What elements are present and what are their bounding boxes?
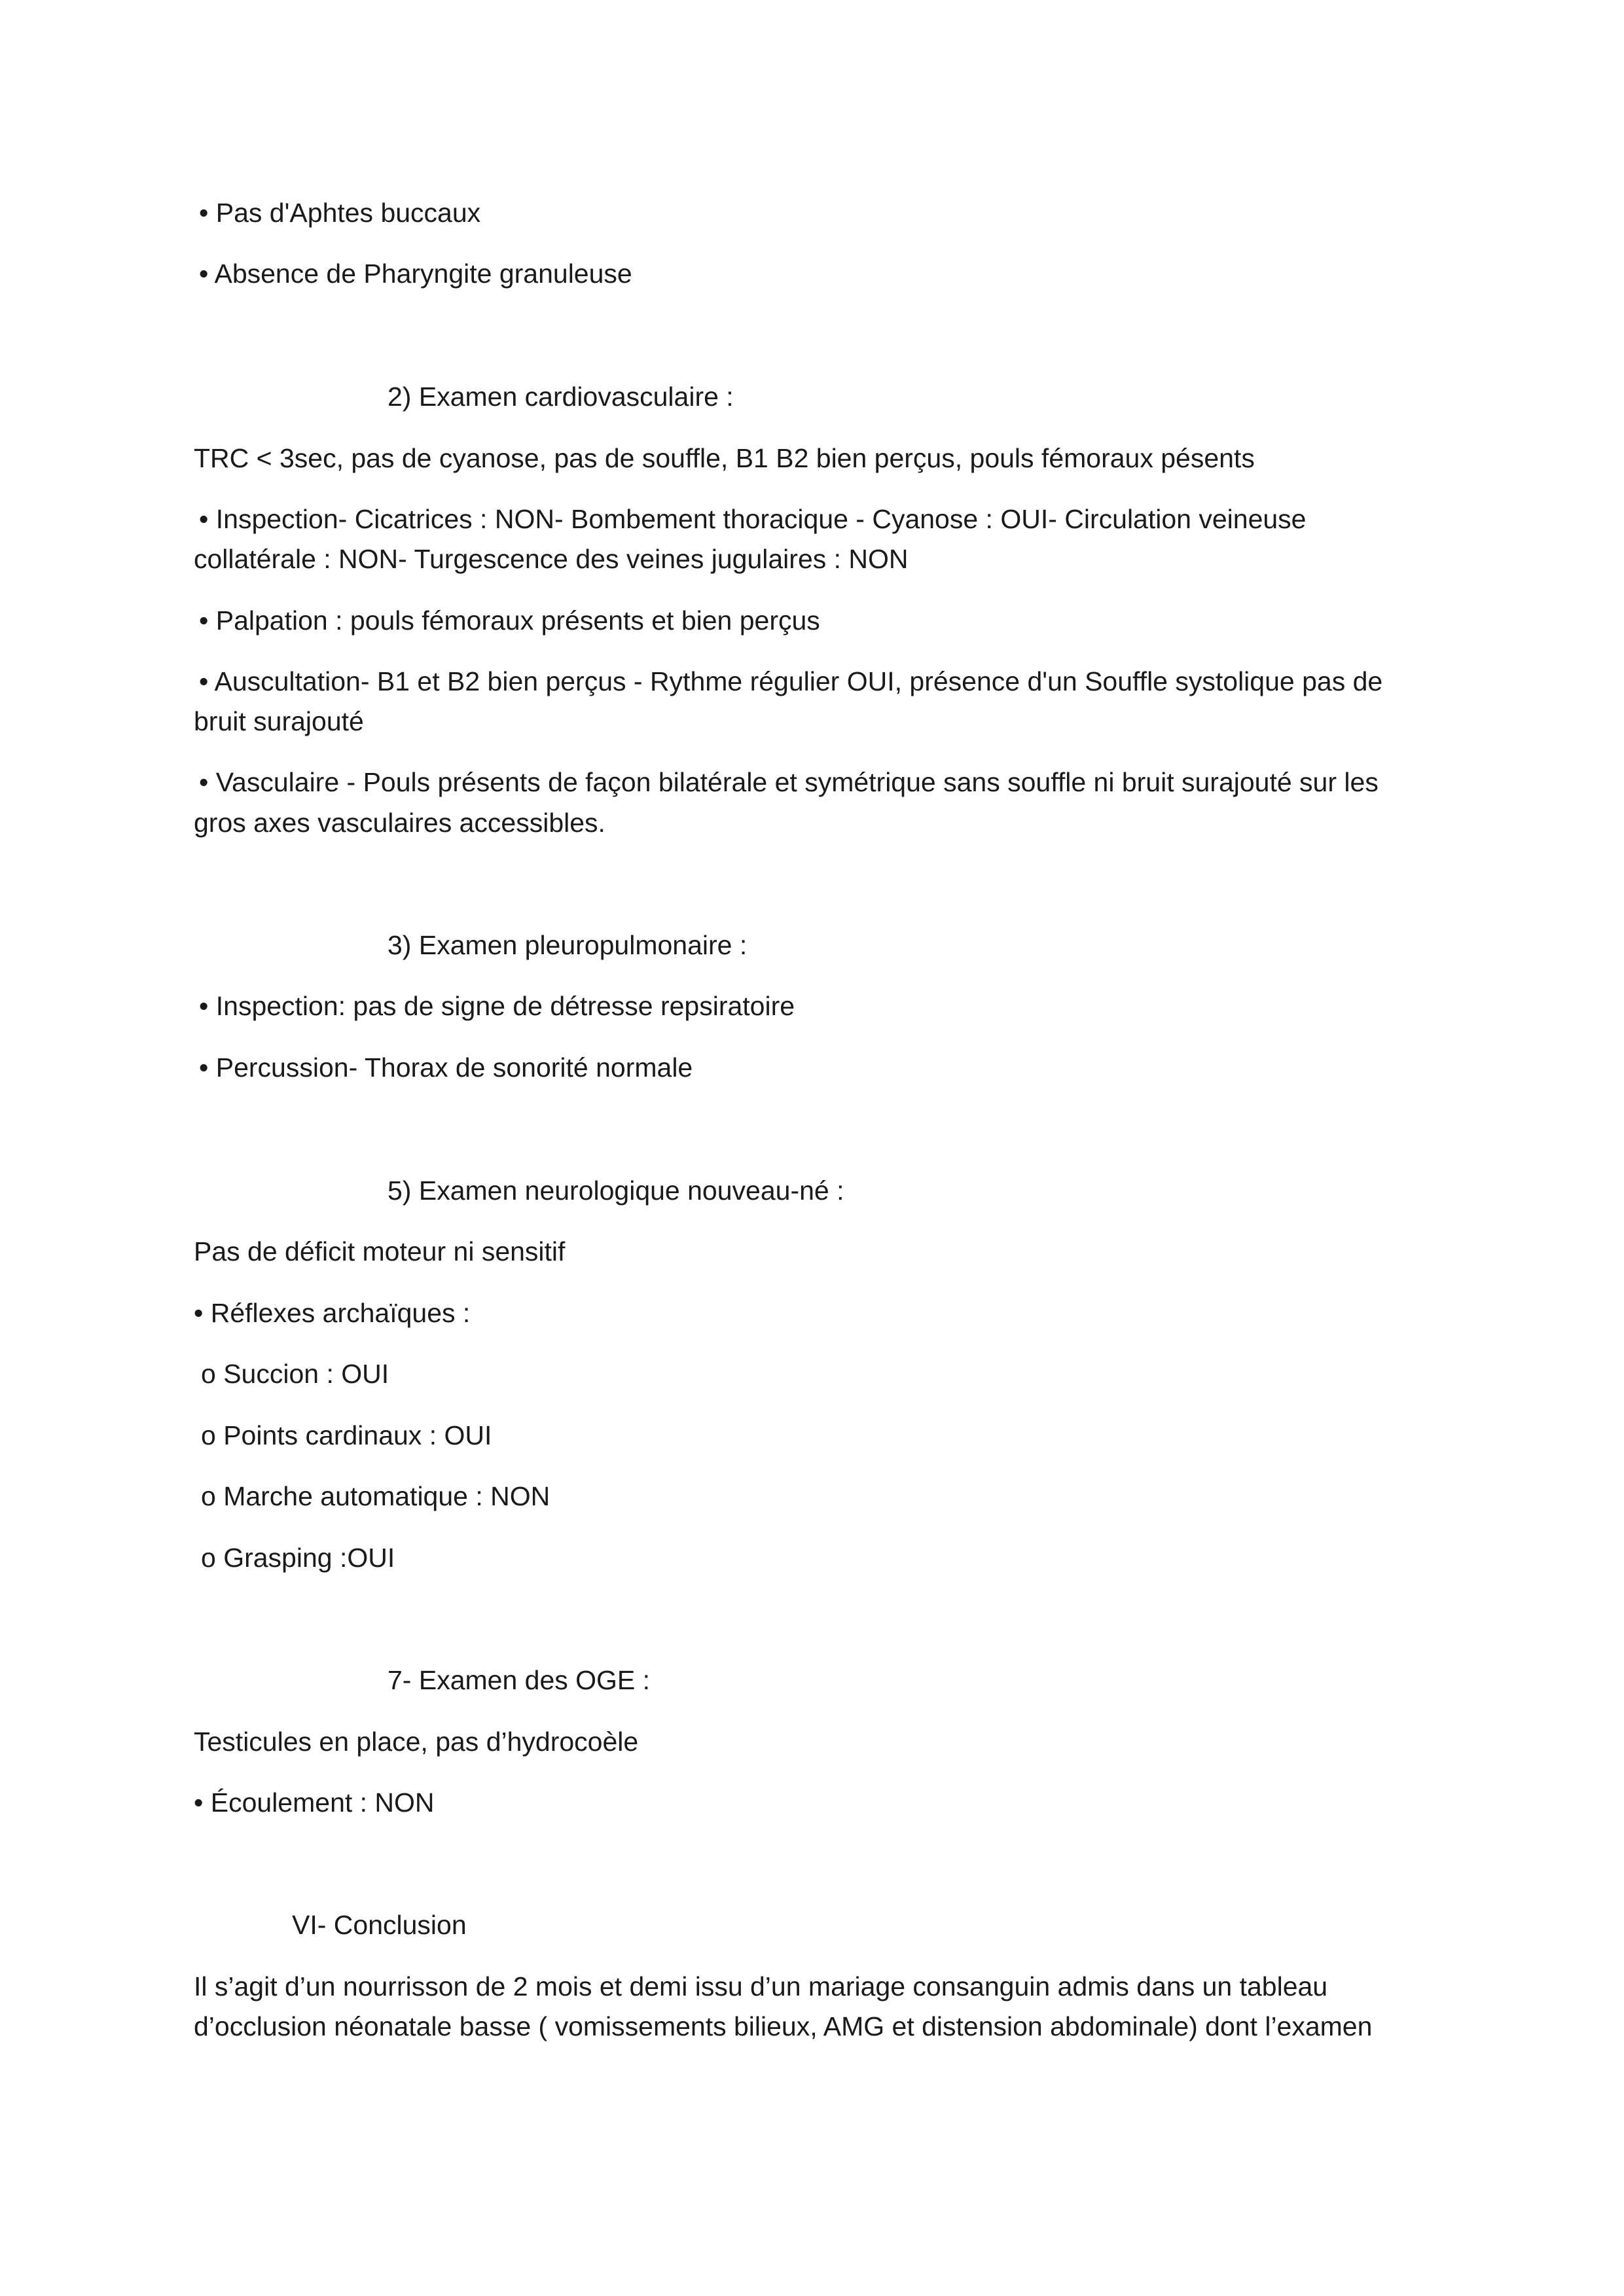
cardio-inspection-line1: • Inspection- Cicatrices : NON- Bombement thoracique - Cyanose : OUI- Circulation veineuse	[199, 504, 1307, 534]
pleuro-heading: 3) Examen pleuropulmonaire :	[388, 930, 748, 960]
neuro-heading: 5) Examen neurologique nouveau-né :	[388, 1175, 844, 1206]
neuro-deficit: Pas de déficit moteur ni sensitif	[194, 1236, 566, 1266]
cardio-vasculaire-line1: • Vasculaire - Pouls présents de façon bilatérale et symétrique sans souffle ni bruit surajouté sur les	[199, 767, 1379, 797]
oral-item-pharyngite: • Absence de Pharyngite granuleuse	[199, 259, 632, 289]
cardio-inspection-line2: collatérale : NON- Turgescence des veines jugulaires : NON	[194, 544, 909, 574]
pleuro-inspection: • Inspection: pas de signe de détresse repsiratoire	[199, 991, 795, 1021]
cardio-heading: 2) Examen cardiovasculaire :	[388, 382, 734, 412]
neuro-reflex-succion: o Succion : OUI	[201, 1359, 389, 1389]
conclusion-line2: d’occlusion néonatale basse ( vomissements bilieux, AMG et distension abdominale) dont l’examen	[194, 2011, 1373, 2041]
cardio-auscultation-line2: bruit surajouté	[194, 706, 364, 736]
neuro-reflex-grasping: o Grasping :OUI	[201, 1543, 395, 1573]
oge-heading: 7- Examen des OGE :	[388, 1665, 651, 1695]
oge-ecoulement: • Écoulement : NON	[194, 1787, 435, 1818]
cardio-summary: TRC < 3sec, pas de cyanose, pas de souffle, B1 B2 bien perçus, pouls fémoraux pésents	[194, 443, 1255, 473]
cardio-palpation: • Palpation : pouls fémoraux présents et bien perçus	[199, 605, 820, 636]
cardio-auscultation-line1: • Auscultation- B1 et B2 bien perçus - Rythme régulier OUI, présence d'un Souffle systolique pas de	[199, 666, 1383, 696]
oral-item-aphtes: • Pas d'Aphtes buccaux	[199, 198, 481, 228]
conclusion-heading: VI- Conclusion	[292, 1910, 467, 1940]
neuro-reflex-marche: o Marche automatique : NON	[201, 1481, 550, 1511]
oge-testicules: Testicules en place, pas d’hydrocoèle	[194, 1727, 639, 1757]
conclusion-line1: Il s’agit d’un nourrisson de 2 mois et demi issu d’un mariage consanguin admis dans un tableau	[194, 1971, 1328, 2001]
pleuro-percussion: • Percussion- Thorax de sonorité normale	[199, 1052, 693, 1083]
neuro-reflexes: • Réflexes archaïques :	[194, 1298, 471, 1328]
cardio-vasculaire-line2: gros axes vasculaires accessibles.	[194, 808, 605, 838]
neuro-reflex-points-cardinaux: o Points cardinaux : OUI	[201, 1420, 492, 1450]
